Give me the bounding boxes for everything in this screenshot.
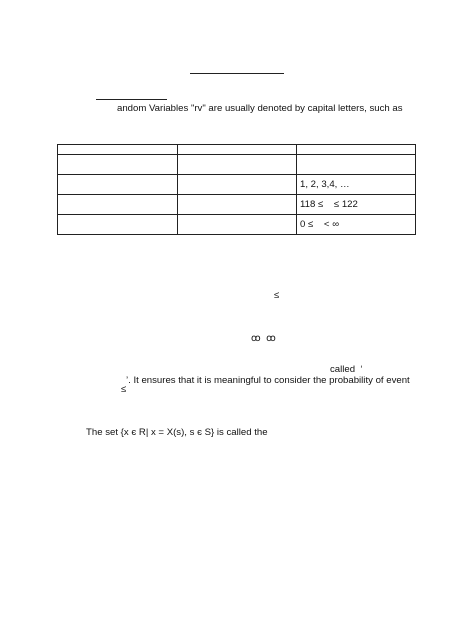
called-fragment: called ‘ (330, 364, 363, 375)
table-cell (178, 195, 297, 215)
leq-left-symbol: ≤ (121, 384, 127, 395)
infinity-symbols: ꝏ ꝏ (251, 333, 276, 344)
table-cell: 0 ≤ < ∞ (297, 215, 416, 235)
table-cell (58, 195, 178, 215)
table-cell: 1, 2, 3,4, … (297, 175, 416, 195)
table-row (58, 145, 416, 155)
table-cell (58, 145, 178, 155)
leq-symbol: ≤ (274, 290, 280, 301)
table-row (58, 215, 416, 235)
table-cell (58, 175, 178, 195)
table-cell: 118 ≤ ≤ 122 (297, 195, 416, 215)
table-cell (58, 215, 178, 235)
table-row (58, 155, 416, 175)
ensures-fragment: ’. It ensures that it is meaningful to consider the probability of event (126, 375, 410, 386)
table-cell (297, 155, 416, 175)
random-variable-table (57, 144, 416, 235)
table-row (58, 175, 416, 195)
set-definition-sentence: The set {x є R| x = X(s), s є S} is called the (86, 427, 268, 438)
table-cell (178, 145, 297, 155)
table-cell (58, 155, 178, 175)
table-cell (178, 155, 297, 175)
intro-paragraph: andom Variables "rv" are usually denoted by capital letters, such as (117, 103, 403, 114)
table-cell (178, 175, 297, 195)
title-underline (190, 73, 284, 74)
table-cell (297, 145, 416, 155)
table-row (58, 195, 416, 215)
table-cell (178, 215, 297, 235)
heading-underline (96, 99, 167, 100)
